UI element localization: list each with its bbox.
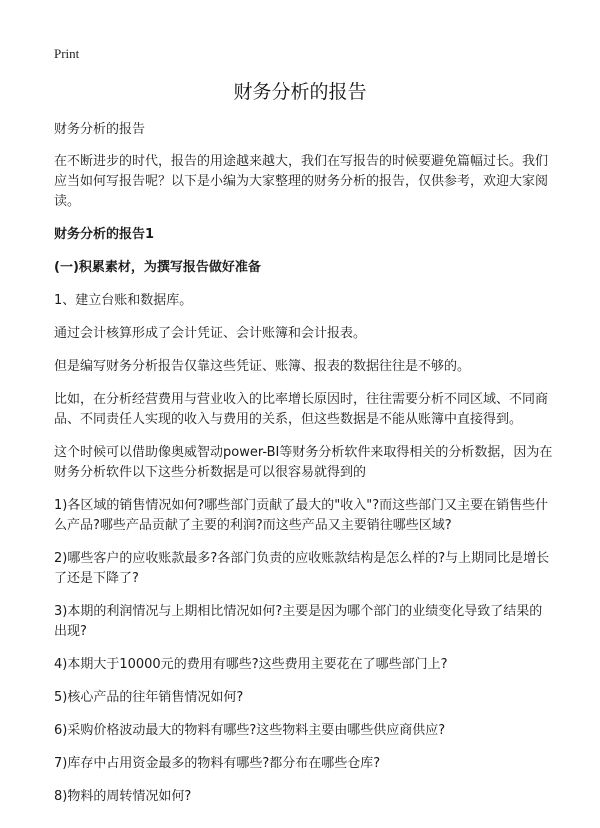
- print-link[interactable]: Print: [54, 46, 80, 61]
- paragraph-accounting: 通过会计核算形成了会计凭证、会计账簿和会计报表。: [54, 326, 367, 341]
- page-title: 财务分析的报告: [233, 81, 367, 103]
- list-item-2: 2)哪些客户的应收账款最多?各部门负责的应收账款结构是怎么样的?与上期同比是增长了还是下降了?: [54, 551, 550, 586]
- list-item-4: 4)本期大于10000元的费用有哪些?这些费用主要花在了哪些部门上?: [54, 657, 448, 672]
- paragraph-software: 这个时候可以借助像奥威智动power-BI等财务分析软件来取得相关的分析数据，因为在财务分析软件以下这些分析数据是可以很容易就得到的: [54, 445, 553, 480]
- section-heading: 财务分析的报告1: [54, 227, 155, 242]
- paragraph-ledger: 1、建立台账和数据库。: [54, 293, 193, 308]
- paragraph-insufficient: 但是编写财务分析报告仅靠这些凭证、账簿、报表的数据往往是不够的。: [54, 359, 471, 374]
- list-item-7: 7)库存中占用资金最多的物料有哪些?都分布在哪些仓库?: [54, 756, 381, 771]
- subsection-heading: (一)积累素材，为撰写报告做好准备: [54, 260, 261, 275]
- list-item-6: 6)采购价格波动最大的物料有哪些?这些物料主要由哪些供应商供应?: [54, 723, 446, 738]
- article-subtitle: 财务分析的报告: [54, 122, 146, 137]
- list-item-1: 1)各区域的销售情况如何?哪些部门贡献了最大的"收入"?而这些部门又主要在销售些什么产品?哪些产品贡献了主要的利润?而这些产品又主要销往哪些区域?: [54, 498, 549, 533]
- intro-paragraph: 在不断进步的时代，报告的用途越来越大，我们在写报告的时候要避免篇幅过长。我们应当如何写报告呢？以下是小编为大家整理的财务分析的报告，仅供参考，欢迎大家阅读。: [54, 154, 549, 209]
- list-item-5: 5)核心产品的往年销售情况如何?: [54, 690, 244, 705]
- list-item-3: 3)本期的利润情况与上期相比情况如何?主要是因为哪个部门的业绩变化导致了结果的出现?: [54, 604, 543, 639]
- paragraph-example: 比如，在分析经营费用与营业收入的比率增长原因时，往往需要分析不同区域、不同商品、不同责任人实现的收入与费用的关系，但这些数据是不能从账簿中直接得到。: [54, 392, 549, 427]
- article-body: [54, 120, 554, 820]
- list-item-8: 8)物料的周转情况如何?: [54, 789, 192, 804]
